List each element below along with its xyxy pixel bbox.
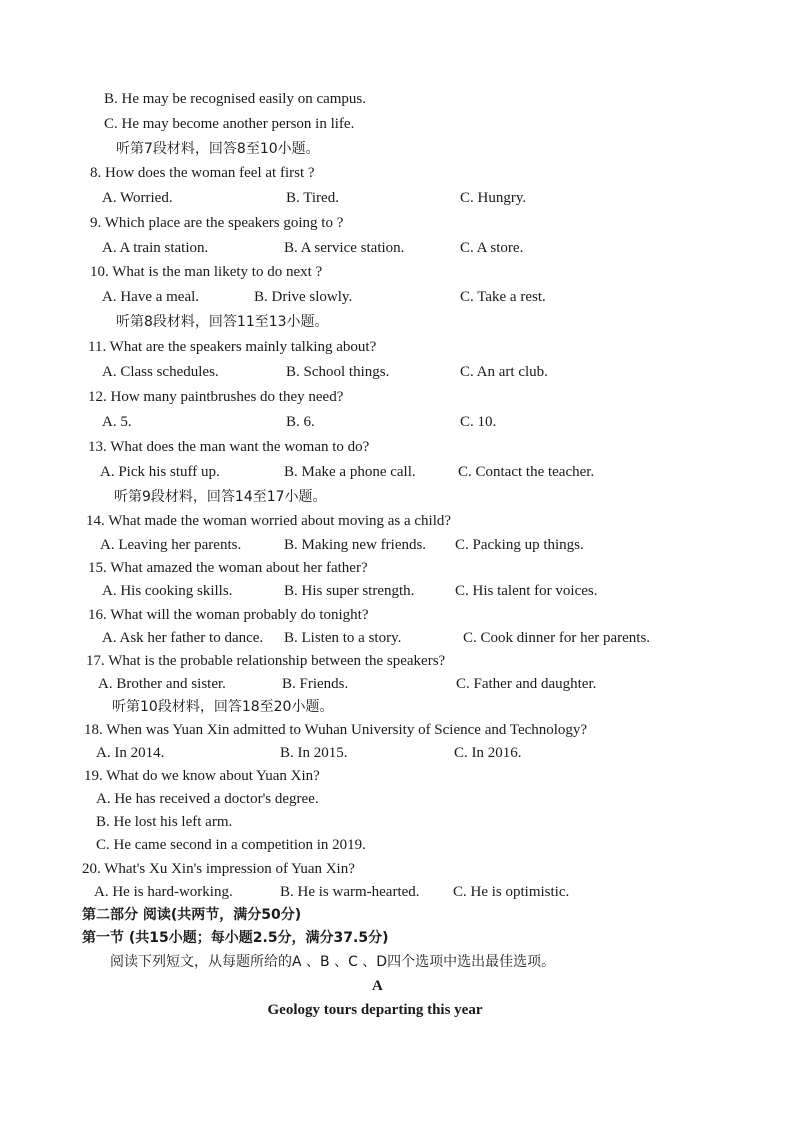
q20-question: 20. What's Xu Xin's impression of Yuan Xin?	[82, 861, 355, 877]
q12-option-b: B. 6.	[286, 414, 315, 430]
q11-option-c: C. An art club.	[460, 364, 548, 380]
q13-option-b: B. Make a phone call.	[284, 464, 416, 480]
q15-option-b: B. His super strength.	[284, 583, 415, 599]
section-9-instruction: 听第9段材料，回答14至17小题。	[114, 489, 327, 505]
q16-option-a: A. Ask her father to dance.	[102, 630, 264, 646]
q9-question: 9. Which place are the speakers going to ?	[90, 215, 344, 231]
q12-option-a: A. 5.	[102, 414, 132, 430]
q11-question: 11. What are the speakers mainly talking about?	[88, 339, 377, 355]
q9-option-b: B. A service station.	[284, 240, 405, 256]
passage-title: Geology tours departing this year	[267, 1002, 483, 1018]
q11-option-b: B. School things.	[286, 364, 390, 380]
q13-option-c: C. Contact the teacher.	[458, 464, 595, 480]
q8-option-c: C. Hungry.	[460, 190, 527, 206]
q19-option-b: B. He lost his left arm.	[96, 814, 233, 830]
q14-option-a: A. Leaving her parents.	[100, 537, 242, 553]
q7-option-c: C. He may become another person in life.	[104, 116, 355, 132]
q15-option-c: C. His talent for voices.	[455, 583, 598, 599]
q13-option-a: A. Pick his stuff up.	[100, 464, 220, 480]
q11-option-a: A. Class schedules.	[102, 364, 219, 380]
q20-option-b: B. He is warm-hearted.	[280, 884, 420, 900]
section-10-instruction: 听第10段材料，回答18至20小题。	[112, 699, 334, 715]
q17-question: 17. What is the probable relationship between the speakers?	[86, 653, 446, 669]
q8-question: 8. How does the woman feel at first ?	[90, 165, 315, 181]
q10-option-a: A. Have a meal.	[102, 289, 200, 305]
section-8-instruction: 听第8段材料，回答11至13小题。	[116, 314, 329, 330]
q12-question: 12. How many paintbrushes do they need?	[88, 389, 344, 405]
passage-label: A	[372, 978, 383, 994]
q19-option-a: A. He has received a doctor's degree.	[96, 791, 319, 807]
q13-question: 13. What does the man want the woman to do?	[88, 439, 370, 455]
q17-option-a: A. Brother and sister.	[98, 676, 226, 692]
q17-option-c: C. Father and daughter.	[456, 676, 597, 692]
q20-option-c: C. He is optimistic.	[453, 884, 570, 900]
q9-option-c: C. A store.	[460, 240, 524, 256]
reading-instructions: 阅读下列短文，从每题所给的A 、B 、C 、D四个选项中选出最佳选项。	[110, 954, 556, 970]
section1-heading: 第一节 (共15小题；每小题2.5分，满分37.5分)	[82, 930, 389, 946]
q8-option-b: B. Tired.	[286, 190, 339, 206]
q18-option-b: B. In 2015.	[280, 745, 348, 761]
q9-option-a: A. A train station.	[102, 240, 209, 256]
q19-question: 19. What do we know about Yuan Xin?	[84, 768, 320, 784]
part2-heading: 第二部分 阅读(共两节，满分50分)	[82, 907, 302, 923]
q16-option-c: C. Cook dinner for her parents.	[463, 630, 651, 646]
q16-question: 16. What will the woman probably do tonight?	[88, 607, 369, 623]
q10-question: 10. What is the man likety to do next ?	[90, 264, 323, 280]
q14-option-c: C. Packing up things.	[455, 537, 584, 553]
q20-option-a: A. He is hard-working.	[94, 884, 233, 900]
q14-option-b: B. Making new friends.	[284, 537, 427, 553]
q18-option-a: A. In 2014.	[96, 745, 165, 761]
q19-option-c: C. He came second in a competition in 2019.	[96, 837, 366, 853]
q10-option-c: C. Take a rest.	[460, 289, 546, 305]
q18-option-c: C. In 2016.	[454, 745, 522, 761]
q7-option-b: B. He may be recognised easily on campus.	[104, 91, 367, 107]
q16-option-b: B. Listen to a story.	[284, 630, 402, 646]
q15-option-a: A. His cooking skills.	[102, 583, 233, 599]
q17-option-b: B. Friends.	[282, 676, 349, 692]
q12-option-c: C. 10.	[460, 414, 497, 430]
q18-question: 18. When was Yuan Xin admitted to Wuhan University of Science and Technology?	[84, 722, 588, 738]
q8-option-a: A. Worried.	[102, 190, 173, 206]
q15-question: 15. What amazed the woman about her father?	[88, 560, 368, 576]
q10-option-b: B. Drive slowly.	[254, 289, 353, 305]
section-7-instruction: 听第7段材料，回答8至10小题。	[116, 141, 320, 157]
q14-question: 14. What made the woman worried about moving as a child?	[86, 513, 452, 529]
